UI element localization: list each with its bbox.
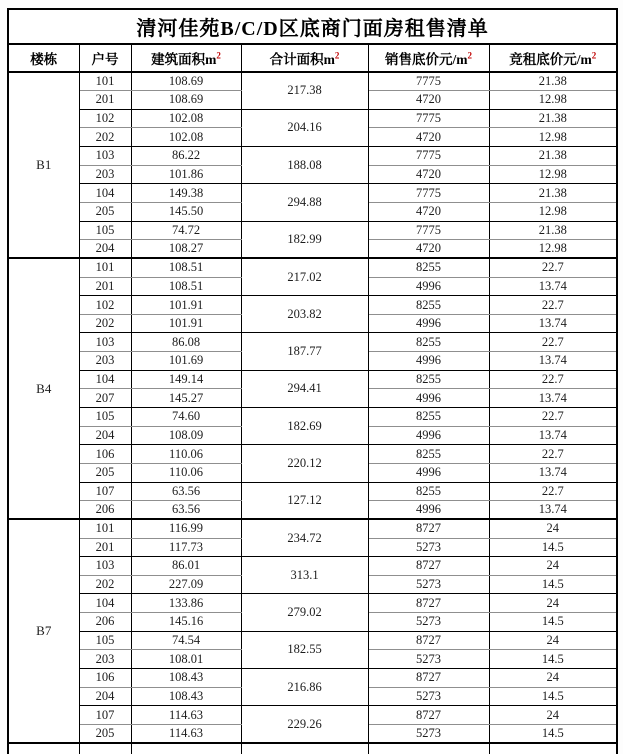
table-row xyxy=(8,72,617,91)
title-row xyxy=(8,9,617,44)
sale-price-cell: 8255 xyxy=(368,445,489,464)
rent-price-cell: 24 xyxy=(489,631,617,650)
unit-cell: 103 xyxy=(79,147,131,166)
rent-price-cell: 21.38 xyxy=(489,184,617,203)
total-area-cell: 279.02 xyxy=(241,594,368,631)
sale-price-cell: 7775 xyxy=(368,184,489,203)
unit-cell: 205 xyxy=(79,202,131,221)
sale-price-cell: 4996 xyxy=(368,463,489,482)
unit-cell: 101 xyxy=(79,519,131,538)
unit-cell: 103 xyxy=(79,557,131,576)
unit-cell: 203 xyxy=(79,165,131,184)
rent-price-cell: 12.98 xyxy=(489,128,617,147)
area-cell: 227.09 xyxy=(131,575,241,594)
area-cell: 108.43 xyxy=(131,687,241,706)
rent-price-superscript: 2 xyxy=(591,50,597,61)
rent-price-cell: 21.38 xyxy=(489,147,617,166)
sale-price-cell: 7775 xyxy=(368,147,489,166)
rent-price-cell: 13.74 xyxy=(489,501,617,520)
sale-price-cell: 4720 xyxy=(368,128,489,147)
area-cell: 74.54 xyxy=(131,631,241,650)
rent-price-cell: 14.5 xyxy=(489,613,617,632)
unit-cell: 206 xyxy=(79,501,131,520)
sale-price-cell: 5273 xyxy=(368,575,489,594)
rent-price-cell: 22.7 xyxy=(489,296,617,315)
rent-price-cell: 13.74 xyxy=(489,314,617,333)
table-row xyxy=(8,482,617,501)
sale-price-cell: 4720 xyxy=(368,202,489,221)
unit-cell: 201 xyxy=(79,538,131,557)
area-cell: 108.51 xyxy=(131,258,241,277)
area-cell: 63.56 xyxy=(131,482,241,501)
sale-price-cell: 8255 xyxy=(368,296,489,315)
building-cell: B4 xyxy=(8,258,79,519)
rent-price-cell: 13.74 xyxy=(489,426,617,445)
total-area-cell: 294.88 xyxy=(241,184,368,221)
sale-price-cell: 4996 xyxy=(368,352,489,371)
unit-cell: 205 xyxy=(79,724,131,743)
col-header-rent-price xyxy=(489,44,617,72)
empty-cell xyxy=(489,743,617,754)
rent-price-cell: 13.74 xyxy=(489,277,617,296)
rent-price-cell: 14.5 xyxy=(489,538,617,557)
area-cell: 114.63 xyxy=(131,724,241,743)
sale-price-cell: 8727 xyxy=(368,706,489,725)
total-area-cell: 234.72 xyxy=(241,519,368,556)
table-row-partial xyxy=(8,743,617,754)
rent-price-cell: 24 xyxy=(489,669,617,688)
unit-cell: 204 xyxy=(79,426,131,445)
area-cell: 108.09 xyxy=(131,426,241,445)
table-row xyxy=(8,258,617,277)
rent-price-cell: 14.5 xyxy=(489,575,617,594)
total-area-cell: 216.86 xyxy=(241,669,368,706)
unit-cell: 203 xyxy=(79,650,131,669)
unit-cell: 106 xyxy=(79,445,131,464)
col-header-area xyxy=(131,44,241,72)
area-cell: 102.08 xyxy=(131,109,241,128)
sale-price-cell: 8727 xyxy=(368,631,489,650)
table-row xyxy=(8,109,617,128)
rent-price-cell: 12.98 xyxy=(489,202,617,221)
table-row xyxy=(8,296,617,315)
rent-price-cell: 12.98 xyxy=(489,240,617,259)
area-cell: 145.16 xyxy=(131,613,241,632)
sale-price-cell: 4996 xyxy=(368,426,489,445)
unit-cell: 201 xyxy=(79,277,131,296)
area-cell: 108.51 xyxy=(131,277,241,296)
area-cell: 149.38 xyxy=(131,184,241,203)
rent-price-cell: 12.98 xyxy=(489,91,617,110)
area-cell: 101.91 xyxy=(131,296,241,315)
unit-cell: 101 xyxy=(79,258,131,277)
col-header-sale-price-label: 销售底价元/m xyxy=(385,52,468,67)
table-row xyxy=(8,557,617,576)
unit-cell: 107 xyxy=(79,482,131,501)
empty-cell xyxy=(241,743,368,754)
col-header-building-label: 楼栋 xyxy=(30,52,58,67)
area-cell: 101.91 xyxy=(131,314,241,333)
sale-price-cell: 5273 xyxy=(368,613,489,632)
area-superscript: 2 xyxy=(216,50,221,61)
table-row xyxy=(8,669,617,688)
unit-cell: 104 xyxy=(79,184,131,203)
sale-price-cell: 4996 xyxy=(368,501,489,520)
building-cell: B7 xyxy=(8,519,79,743)
unit-cell: 102 xyxy=(79,109,131,128)
col-header-sale-price xyxy=(368,44,489,72)
col-header-unit-label: 户号 xyxy=(91,52,119,67)
rent-price-cell: 22.7 xyxy=(489,258,617,277)
sale-price-cell: 4996 xyxy=(368,389,489,408)
table-row xyxy=(8,333,617,352)
sale-price-cell: 5273 xyxy=(368,538,489,557)
area-cell: 133.86 xyxy=(131,594,241,613)
unit-cell: 202 xyxy=(79,128,131,147)
rent-price-cell: 24 xyxy=(489,519,617,538)
rent-price-cell: 22.7 xyxy=(489,482,617,501)
area-cell: 117.73 xyxy=(131,538,241,557)
table-row xyxy=(8,594,617,613)
sale-price-cell: 8727 xyxy=(368,557,489,576)
rent-price-cell: 22.7 xyxy=(489,370,617,389)
table-row xyxy=(8,631,617,650)
rent-price-cell: 22.7 xyxy=(489,445,617,464)
area-cell: 108.69 xyxy=(131,72,241,91)
total-area-cell: 294.41 xyxy=(241,370,368,407)
rent-price-cell: 24 xyxy=(489,594,617,613)
total-area-cell: 203.82 xyxy=(241,296,368,333)
total-area-cell: 313.1 xyxy=(241,557,368,594)
table-row xyxy=(8,370,617,389)
rent-price-cell: 14.5 xyxy=(489,687,617,706)
total-area-cell: 127.12 xyxy=(241,482,368,519)
building-cell: B1 xyxy=(8,72,79,258)
area-cell: 149.14 xyxy=(131,370,241,389)
sale-price-cell: 8255 xyxy=(368,333,489,352)
table-row xyxy=(8,147,617,166)
unit-cell: 201 xyxy=(79,91,131,110)
table-body xyxy=(8,72,617,754)
unit-cell: 204 xyxy=(79,240,131,259)
rent-price-cell: 14.5 xyxy=(489,724,617,743)
total-area-superscript: 2 xyxy=(334,50,340,61)
empty-cell xyxy=(131,743,241,754)
area-cell: 101.69 xyxy=(131,352,241,371)
sale-price-superscript: 2 xyxy=(467,50,472,61)
area-cell: 110.06 xyxy=(131,463,241,482)
sale-price-cell: 7775 xyxy=(368,221,489,240)
area-cell: 110.06 xyxy=(131,445,241,464)
table-row xyxy=(8,408,617,427)
area-cell: 145.50 xyxy=(131,202,241,221)
unit-cell: 102 xyxy=(79,296,131,315)
unit-cell: 103 xyxy=(79,333,131,352)
sale-price-cell: 8255 xyxy=(368,258,489,277)
table-title: 清河佳苑B/C/D区底商门面房租售清单 xyxy=(8,9,617,44)
sale-price-cell: 8255 xyxy=(368,482,489,501)
table-row xyxy=(8,706,617,725)
unit-cell: 202 xyxy=(79,314,131,333)
col-header-rent-price-label: 竞租底价元/m xyxy=(509,52,592,67)
unit-cell: 105 xyxy=(79,408,131,427)
total-area-cell: 217.02 xyxy=(241,258,368,295)
total-area-cell: 182.55 xyxy=(241,631,368,668)
unit-cell: 104 xyxy=(79,594,131,613)
total-area-cell: 182.69 xyxy=(241,408,368,445)
table-row xyxy=(8,184,617,203)
unit-cell: 204 xyxy=(79,687,131,706)
sale-price-cell: 5273 xyxy=(368,724,489,743)
total-area-cell: 188.08 xyxy=(241,147,368,184)
col-header-total-area xyxy=(241,44,368,72)
area-cell: 102.08 xyxy=(131,128,241,147)
area-cell: 114.63 xyxy=(131,706,241,725)
empty-cell xyxy=(8,743,79,754)
rent-price-cell: 13.74 xyxy=(489,463,617,482)
area-cell: 108.27 xyxy=(131,240,241,259)
area-cell: 86.08 xyxy=(131,333,241,352)
unit-cell: 106 xyxy=(79,669,131,688)
unit-cell: 101 xyxy=(79,72,131,91)
header-row xyxy=(8,44,617,72)
rent-price-cell: 12.98 xyxy=(489,165,617,184)
rental-price-table xyxy=(7,8,618,754)
sale-price-cell: 4720 xyxy=(368,91,489,110)
unit-cell: 203 xyxy=(79,352,131,371)
sale-price-cell: 7775 xyxy=(368,72,489,91)
area-cell: 63.56 xyxy=(131,501,241,520)
sale-price-cell: 8255 xyxy=(368,370,489,389)
sale-price-cell: 8727 xyxy=(368,519,489,538)
area-cell: 86.22 xyxy=(131,147,241,166)
empty-cell xyxy=(79,743,131,754)
rent-price-cell: 13.74 xyxy=(489,352,617,371)
rent-price-cell: 22.7 xyxy=(489,408,617,427)
total-area-cell: 187.77 xyxy=(241,333,368,370)
sale-price-cell: 5273 xyxy=(368,650,489,669)
area-cell: 108.69 xyxy=(131,91,241,110)
unit-cell: 202 xyxy=(79,575,131,594)
total-area-cell: 220.12 xyxy=(241,445,368,482)
total-area-cell: 204.16 xyxy=(241,109,368,146)
sale-price-cell: 4996 xyxy=(368,314,489,333)
area-cell: 108.43 xyxy=(131,669,241,688)
sale-price-cell: 8727 xyxy=(368,594,489,613)
area-cell: 101.86 xyxy=(131,165,241,184)
table-row xyxy=(8,519,617,538)
unit-cell: 104 xyxy=(79,370,131,389)
sale-price-cell: 4996 xyxy=(368,277,489,296)
col-header-area-label: 建筑面积m xyxy=(151,52,217,67)
rent-price-cell: 22.7 xyxy=(489,333,617,352)
unit-cell: 207 xyxy=(79,389,131,408)
sale-price-cell: 4720 xyxy=(368,240,489,259)
col-header-unit xyxy=(79,44,131,72)
col-header-total-area-label: 合计面积m xyxy=(269,52,335,67)
sale-price-cell: 8255 xyxy=(368,408,489,427)
unit-cell: 205 xyxy=(79,463,131,482)
area-cell: 74.72 xyxy=(131,221,241,240)
sale-price-cell: 8727 xyxy=(368,669,489,688)
sale-price-cell: 4720 xyxy=(368,165,489,184)
unit-cell: 105 xyxy=(79,221,131,240)
total-area-cell: 217.38 xyxy=(241,72,368,109)
rent-price-cell: 24 xyxy=(489,557,617,576)
table-row xyxy=(8,221,617,240)
sale-price-cell: 7775 xyxy=(368,109,489,128)
rent-price-cell: 14.5 xyxy=(489,650,617,669)
rent-price-cell: 24 xyxy=(489,706,617,725)
unit-cell: 105 xyxy=(79,631,131,650)
area-cell: 116.99 xyxy=(131,519,241,538)
table-row xyxy=(8,445,617,464)
rent-price-cell: 13.74 xyxy=(489,389,617,408)
rent-price-cell: 21.38 xyxy=(489,221,617,240)
rent-price-cell: 21.38 xyxy=(489,109,617,128)
rent-price-cell: 21.38 xyxy=(489,72,617,91)
area-cell: 86.01 xyxy=(131,557,241,576)
unit-cell: 206 xyxy=(79,613,131,632)
total-area-cell: 229.26 xyxy=(241,706,368,743)
area-cell: 74.60 xyxy=(131,408,241,427)
area-cell: 108.01 xyxy=(131,650,241,669)
total-area-cell: 182.99 xyxy=(241,221,368,258)
col-header-building xyxy=(8,44,79,72)
unit-cell: 107 xyxy=(79,706,131,725)
empty-cell xyxy=(368,743,489,754)
sale-price-cell: 5273 xyxy=(368,687,489,706)
area-cell: 145.27 xyxy=(131,389,241,408)
